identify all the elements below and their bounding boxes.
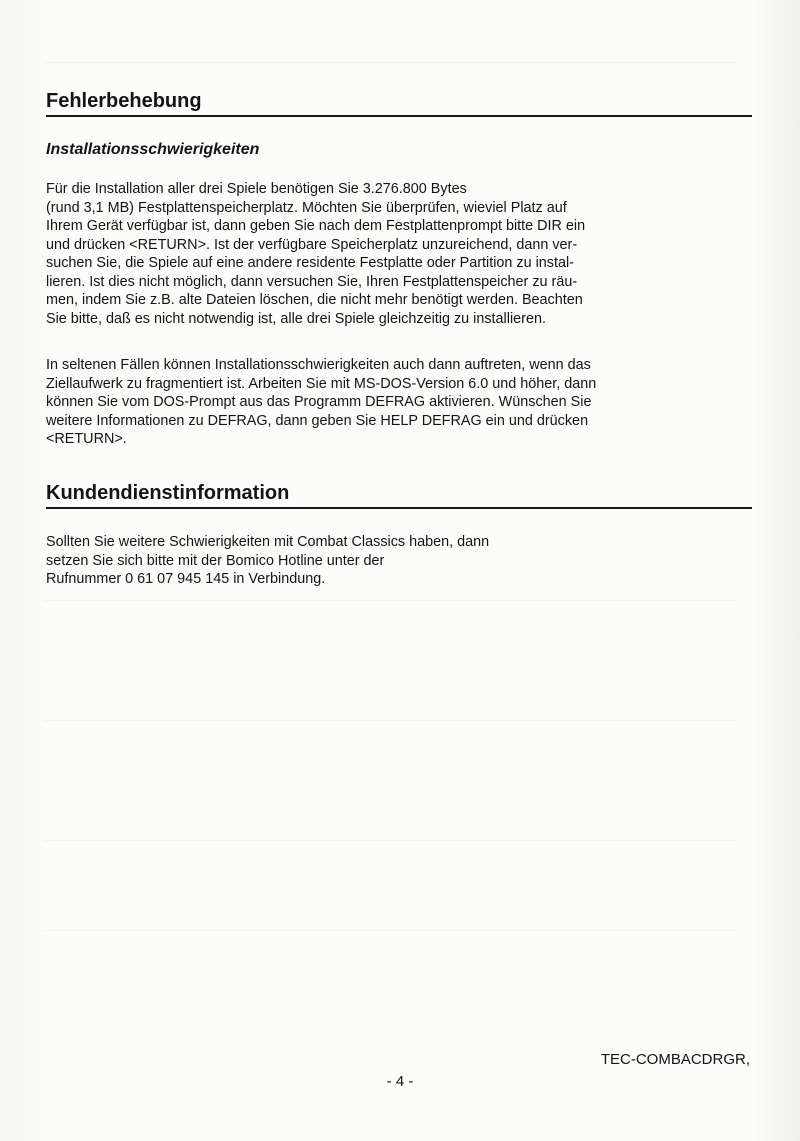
paragraph-line: weitere Informationen zu DEFRAG, dann geben Sie HELP DEFRAG ein und drücken xyxy=(46,412,589,429)
installation-subsection xyxy=(46,140,752,160)
paragraph-line: <RETURN>. xyxy=(46,431,127,447)
installation-paragraph-2 xyxy=(46,356,752,449)
paragraph-line: men, indem Sie z.B. alte Dateien löschen, die nicht mehr benötigt werden. Beachten xyxy=(46,292,583,308)
paragraph-line: Ihrem Gerät verfügbar ist, dann geben Sie nach dem Festplattenprompt bitte DIR ein xyxy=(46,218,586,234)
support-paragraph xyxy=(46,533,752,589)
paragraph-line: suchen Sie, die Spiele auf eine andere residente Festplatte oder Partition zu instal- xyxy=(46,255,574,271)
page-number: - 4 - xyxy=(386,1073,414,1090)
paragraph-line: Ziellaufwerk zu fragmentiert ist. Arbeiten Sie mit MS-DOS-Version 6.0 und höher, dann xyxy=(46,375,597,392)
paragraph-line: setzen Sie sich bitte mit der Bomico Hotline unter der xyxy=(46,552,385,569)
troubleshooting-section xyxy=(46,89,752,117)
installation-paragraph-1 xyxy=(46,180,752,328)
paragraph-line: Sollten Sie weitere Schwierigkeiten mit Combat Classics haben, dann xyxy=(46,534,490,550)
installation-subheading: Installationsschwierigkeiten xyxy=(46,141,260,158)
paragraph-line: lieren. Ist dies nicht möglich, dann versuchen Sie, Ihren Festplattenspeicher zu räu- xyxy=(46,273,578,290)
paragraph-line: In seltenen Fällen können Installationsschwierigkeiten auch dann auftreten, wenn das xyxy=(46,357,591,373)
support-heading: Kundendienstinformation xyxy=(46,481,752,509)
paragraph-line: und drücken <RETURN>. Ist der verfügbare Speicherplatz unzureichend, dann ver- xyxy=(46,236,578,253)
support-section xyxy=(46,481,752,509)
paragraph-line: können Sie vom DOS-Prompt aus das Programm DEFRAG aktivieren. Wünschen Sie xyxy=(46,394,592,410)
paragraph-line: Für die Installation aller drei Spiele benötigen Sie 3.276.800 Bytes xyxy=(46,181,467,197)
troubleshooting-heading: Fehlerbehebung xyxy=(46,89,752,117)
paragraph-line: (rund 3,1 MB) Festplattenspeicherplatz. Möchten Sie überprüfen, wieviel Platz auf xyxy=(46,199,567,216)
paragraph-line: Sie bitte, daß es nicht notwendig ist, alle drei Spiele gleichzeitig zu installieren. xyxy=(46,310,546,327)
document-code: TEC-COMBACDRGR, xyxy=(600,1051,750,1068)
paragraph-line: Rufnummer 0 61 07 945 145 in Verbindung. xyxy=(46,571,326,587)
